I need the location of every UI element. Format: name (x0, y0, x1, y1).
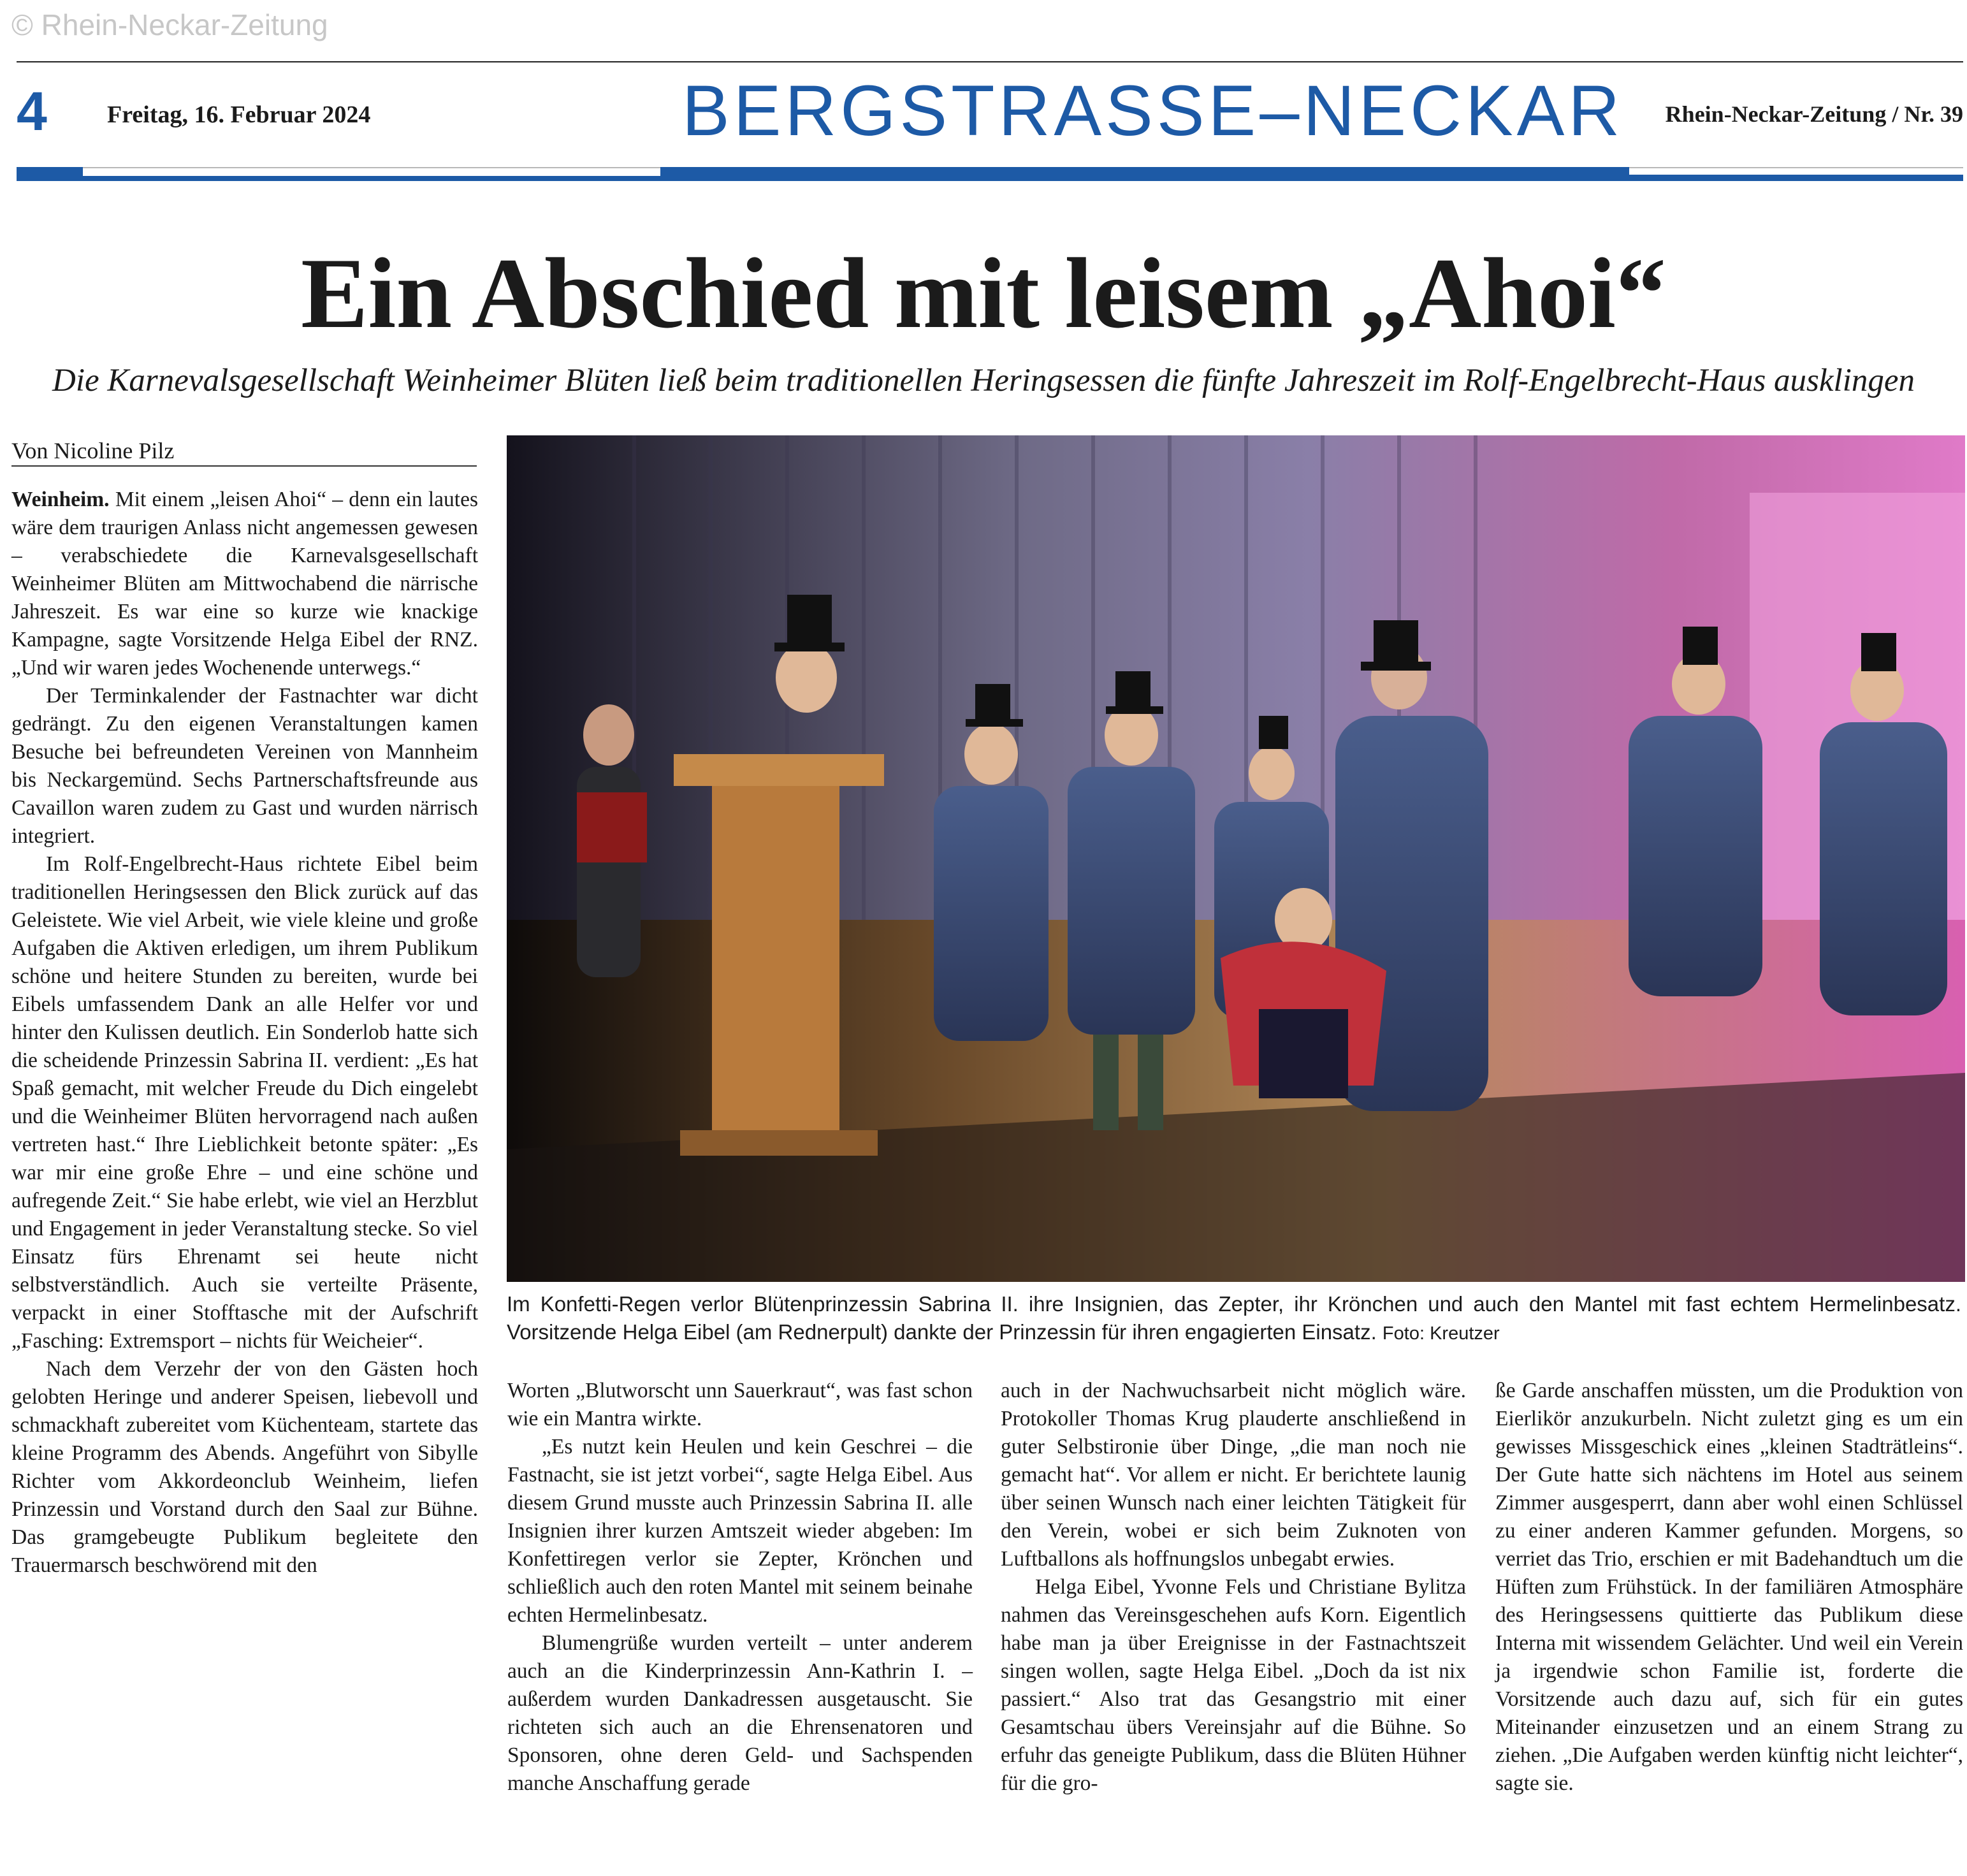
paragraph (11, 486, 478, 682)
article-column-4 (1495, 1377, 1963, 1798)
paragraph: auch in der Nachwuchsarbeit nicht möglich wäre. Protokoller Thomas Krug plauderte anschließend in guter Selbstironie über Dinge, „die man noch nie gemacht hat“. Vor allem er nicht. Er berichtete launig über seinen Wunsch nach einer leichten Tätigkeit für den Verein, wobei er sich beim Zuknoten von Luftballons als hoffnungslos unbegabt erwies. (1001, 1379, 1466, 1571)
article-column-2 (507, 1377, 973, 1798)
newspaper-issue: Rhein-Neckar-Zeitung / Nr. 39 (1665, 101, 1963, 127)
article-headline: Ein Abschied mit leisem „Ahoi“ (301, 238, 1666, 349)
article-subheadline: Die Karnevalsgesellschaft Weinheimer Blüten ließ beim traditionellen Heringsessen die fünfte Jahreszeit im Rolf-Engelbrecht-Haus ausklingen (52, 363, 1915, 398)
paragraph: Worten „Blutworscht unn Sauerkraut“, was fast schon wie ein Mantra wirkte. (507, 1379, 973, 1430)
paragraph: Nach dem Verzehr der von den Gästen hoch gelobten Heringe und anderer Speisen, liebevoll und schmackhaft zubereitet vom Küchenteam, startete das kleine Programm des Abends. Angeführt von Sibylle Richter vom Akkordeonclub Weinheim, liefen Prinzessin und Vorstand durch den Saal zur Bühne. Das gramgebeugte Publikum begleitete den Trauermarsch beschwörend mit den (11, 1357, 478, 1577)
header-bar-gap (83, 167, 660, 176)
photo-credit: Foto: Kreutzer (1382, 1323, 1500, 1344)
section-title: BERGSTRASSE–NECKAR (682, 71, 1624, 150)
paragraph: Blumengrüße wurden verteilt – unter anderem auch an die Kinderprinzessin Ann-Kathrin I. – außerdem wurden Dankadressen ausgetauscht. Sie richteten sich auch an die Ehrensenatoren und Sponsoren, ohne deren Geld- und Sachspenden manche Anschaffung gerade (507, 1631, 973, 1795)
paragraph: Der Terminkalender der Fastnachter war dicht gedrängt. Zu den eigenen Veranstaltungen kamen Besuche bei befreundeten Vereinen von Mannheim bis Neckargemünd. Sechs Partnerschaftsfreunde aus Cavaillon waren zudem zu Gast und wurden närrisch integriert. (11, 684, 478, 848)
paragraph: ße Garde anschaffen müssten, um die Produktion von Eierlikör anzukurbeln. Nicht zuletzt ging es um ein gewisses Missgeschick eines „kleinen Stadträtleins“. Der Gute hatte sich nächtens im Hotel aus seinem Zimmer ausgesperrt, dann aber wohl einen Schlüssel zu einer anderen Kammer gefunden. Morgens, so verriet das Trio, erschien er mit Badehandtuch um die Hüften zum Frühstück. In der familiären Atmosphäre des Heringsessens quittierte das Publikum diese Interna mit wissendem Gelächter. Und weil ein Verein ja irgendwie schon Familie ist, forderte die Vorsitzende auch dazu auf, sich für ein gutes Miteinander einzusetzen und an einem Strang zu ziehen. „Die Aufgaben werden künftig nicht leichter“, sagte sie. (1495, 1379, 1963, 1795)
stage-photo-illustration (507, 435, 1965, 1282)
article-column-1 (11, 486, 478, 1580)
photo-caption (507, 1290, 1961, 1348)
page-number: 4 (17, 81, 47, 142)
dateline: Weinheim. (11, 488, 110, 511)
caption-text: Im Konfetti-Regen verlor Blütenprinzessin Sabrina II. ihre Insignien, das Zepter, ihr Krönchen und auch den Mantel mit fast echtem Hermelinbesatz. Vorsitzende Helga Eibel (am Rednerpult) dankte der Prinzessin für ihren engagierten Einsatz. (507, 1292, 1961, 1344)
top-rule (17, 61, 1963, 62)
paragraph: Im Rolf-Engelbrecht-Haus richtete Eibel beim traditionellen Heringsessen den Blick zurück auf das Geleistete. Wie viel Arbeit, wie viele kleine und große Aufgaben die Aktiven erledigen, um ihrem Publikum schöne und heitere Stunden zu bereiten, wurde bei Eibels umfassendem Dank an alle Helfer vor und hinter den Kulissen deutlich. Ein Sonderlob hatte sich die scheidende Prinzessin Sabrina II. verdient: „Es hat Spaß gemacht, mit welcher Freude du Dich eingelebt und die Weinheimer Blüten hervorragend nach außen vertreten hast.“ Ihre Lieblichkeit betonte später: „Es war mir eine große Ehre – und eine schöne und aufregende Zeit.“ Sie habe erlebt, wie viel an Herzblut und Engagement in jeder Veranstaltung stecke. So viel Einsatz fürs Ehrenamt sei heute nicht selbstverständlich. Auch sie verteilte Präsente, verpackt in einer Stofftasche mit der Aufschrift „Fasching: Extremsport – nichts für Weicheier“. (11, 852, 478, 1353)
article-photo (507, 435, 1965, 1282)
header-bar-right (1629, 167, 1963, 175)
copyright-watermark: © Rhein-Neckar-Zeitung (11, 8, 328, 41)
paragraph: Helga Eibel, Yvonne Fels und Christiane Bylitza nahmen das Vereinsgeschehen aufs Korn. Eigentlich habe man ja über Ereignisse in der Fastnachtszeit singen wollen, sagte Helga Eibel. „Doch da ist nix passiert.“ Also trat das Gesangstrio mit einer Gesamtschau übers Vereinsjahr auf die Bühne. So erfuhr das geneigte Publikum, dass die Blüten Hühner für die gro- (1001, 1575, 1466, 1795)
paragraph: „Es nutzt kein Heulen und kein Geschrei – die Fastnacht, sie ist jetzt vorbei“, sagte Helga Eibel. Aus diesem Grund musste auch Prinzessin Sabrina II. alle Insignien ihrer kurzen Amtszeit wieder abgeben: Im Konfettiregen verlor sie Zepter, Krönchen und schließlich auch den roten Mantel mit seinem beinahe echten Hermelinbesatz. (507, 1435, 973, 1627)
byline-rule (11, 465, 477, 467)
paragraph-text: Mit einem „leisen Ahoi“ – denn ein lautes wäre dem traurigen Anlass nicht angemessen gewesen – verabschiedete die Karnevalsgesellschaft Weinheimer Blüten am Mittwochabend die närrische Jahreszeit. Es war eine so kurze wie knackige Kampagne, sagte Vorsitzende Helga Eibel der RNZ. „Und wir waren jedes Wochenende unterwegs.“ (11, 488, 479, 680)
header-bar-right-fill (1629, 175, 1963, 181)
byline: Von Nicoline Pilz (11, 438, 175, 463)
article-column-3 (1001, 1377, 1466, 1798)
header-bar-center (660, 167, 1629, 181)
issue-date: Freitag, 16. Februar 2024 (107, 101, 371, 128)
